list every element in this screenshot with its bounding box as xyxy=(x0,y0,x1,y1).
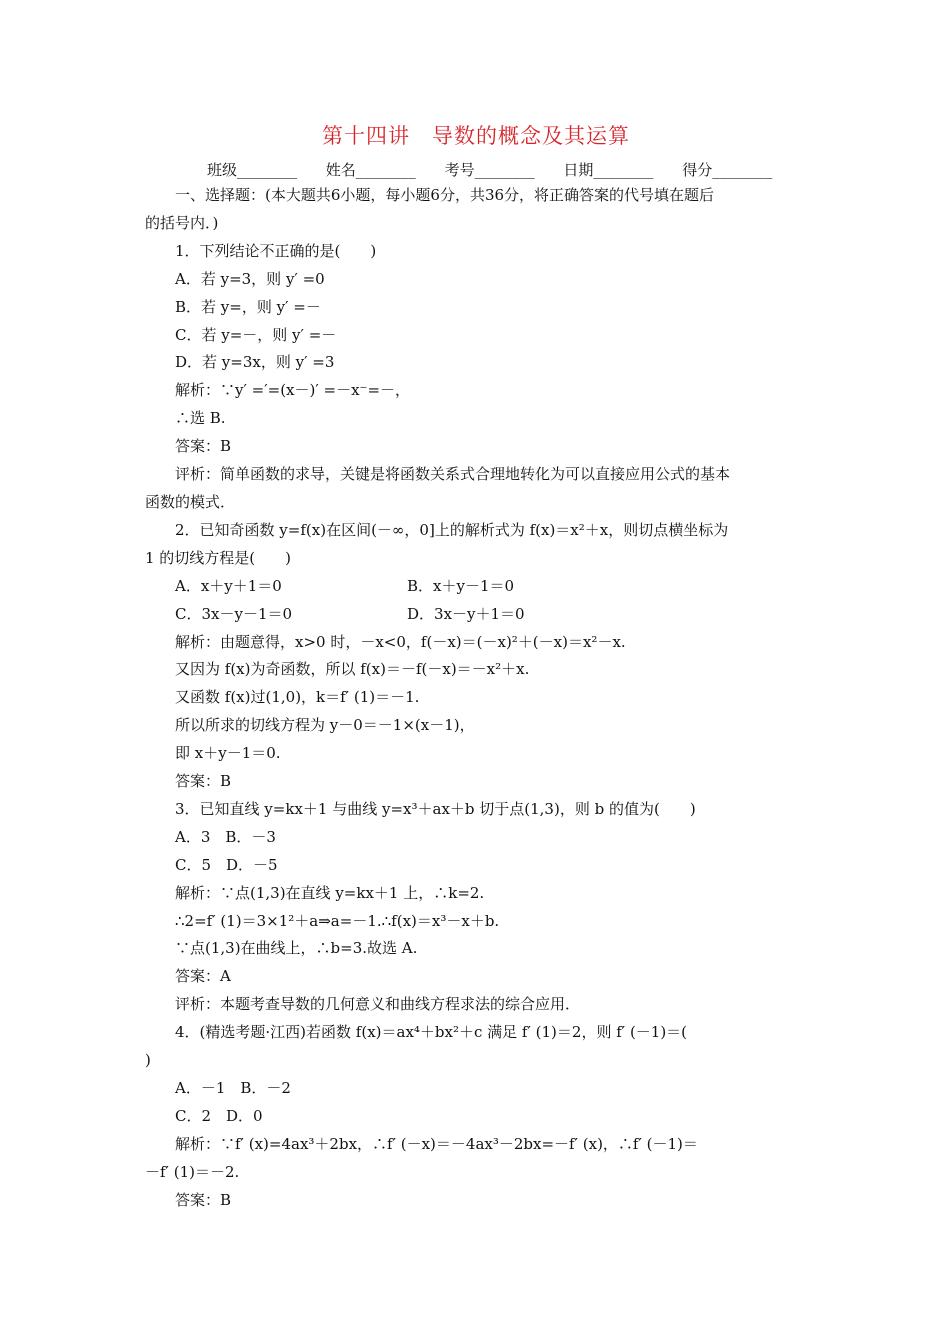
info-date: 日期________ xyxy=(563,161,654,179)
document-page xyxy=(145,120,807,1215)
text-line: ∴2=f′ (1)＝3×1²＋a⇒a=－1.∴f(x)＝x³－x＋b. xyxy=(175,911,500,930)
text-line: ∴选 B. xyxy=(175,409,226,428)
text-line: D．若 y=3x，则 y′ =3 xyxy=(175,353,335,372)
text-line: C．若 y=－，则 y′ =－ xyxy=(175,325,337,344)
text-line: 答案：B xyxy=(175,437,232,456)
text-line: 1．下列结论不正确的是( ) xyxy=(175,241,377,260)
text-line: 函数的模式． xyxy=(145,492,236,511)
text-line: B．若 y=，则 y′ =－ xyxy=(175,297,321,316)
option-right: D．3x－y＋1＝0 xyxy=(407,604,525,623)
text-line: 答案：A xyxy=(175,967,231,986)
text-line: ∵点(1,3)在曲线上，∴b=3.故选 A. xyxy=(175,939,418,958)
info-score: 得分________ xyxy=(682,161,773,179)
text-line: 又函数 f(x)过(1,0)，k＝f′ (1)＝－1. xyxy=(175,688,420,707)
student-info-row xyxy=(145,158,807,182)
text-line: A．若 y=3，则 y′ =0 xyxy=(175,269,325,288)
text-line: －f′ (1)＝－2. xyxy=(145,1162,240,1181)
text-line: 答案：B xyxy=(175,1190,232,1209)
text-line: A．3 B．－3 xyxy=(175,827,276,846)
text-line: 解析：由题意得，x>0 时，－x<0，f(－x)＝(－x)²＋(－x)＝x²－x. xyxy=(175,632,626,651)
page-title: 第十四讲 导数的概念及其运算 xyxy=(322,124,630,148)
text-line: 评析：简单函数的求导，关键是将函数关系式合理地转化为可以直接应用公式的基本 xyxy=(175,465,731,484)
text-line: 的括号内．) xyxy=(145,213,219,232)
text-line: 又因为 f(x)为奇函数，所以 f(x)＝－f(－x)＝－x²＋x. xyxy=(175,660,530,679)
option-left: C．3x－y－1＝0 xyxy=(175,604,293,623)
text-line: C．5 D．－5 xyxy=(175,855,278,874)
text-line: 所以所求的切线方程为 y－0＝－1×(x－1)， xyxy=(175,716,475,735)
text-line xyxy=(145,601,807,629)
text-line: 解析：∵f′ (x)=4ax³＋2bx，∴f′ (－x)＝－4ax³－2bx=－f′ (x)，∴f′ (－1)＝ xyxy=(175,1134,698,1153)
text-line: 解析：∵点(1,3)在直线 y=kx＋1 上，∴k=2. xyxy=(175,883,485,902)
text-line: 1 的切线方程是( ) xyxy=(145,548,292,567)
text-line: 一、选择题：(本大题共6小题，每小题6分，共36分，将正确答案的代号填在题后 xyxy=(175,186,715,204)
text-line: 4．(精选考题·江西)若函数 f(x)＝ax⁴＋bx²＋c 满足 f′ (1)＝2，则 f′ (－1)＝( xyxy=(175,1023,688,1042)
text-line: 解析：∵y′ =′=(x－)′ =－x⁻=－， xyxy=(175,381,411,400)
text-line: 3．已知直线 y=kx＋1 与曲线 y=x³＋ax＋b 切于点(1,3)，则 b 的值为( ) xyxy=(175,799,696,818)
text-line: C．2 D．0 xyxy=(175,1106,263,1125)
info-class: 班级________ xyxy=(207,161,298,179)
option-left: A．x＋y＋1＝0 xyxy=(175,576,282,595)
text-line: 即 x＋y－1＝0. xyxy=(175,744,281,763)
info-name: 姓名________ xyxy=(325,161,416,179)
option-right: B．x＋y－1＝0 xyxy=(407,576,515,595)
text-line: A．－1 B．－2 xyxy=(175,1079,291,1097)
text-line: ) xyxy=(145,1051,151,1070)
text-line: 答案：B xyxy=(175,772,232,791)
text-line xyxy=(145,573,807,601)
text-line: 2．已知奇函数 y=f(x)在区间(－∞，0]上的解析式为 f(x)＝x²＋x，则切点横坐标为 xyxy=(175,520,729,539)
info-id: 考号________ xyxy=(444,161,535,179)
text-line: 评析：本题考查导数的几何意义和曲线方程求法的综合应用． xyxy=(175,995,581,1014)
document-body xyxy=(145,182,807,1215)
